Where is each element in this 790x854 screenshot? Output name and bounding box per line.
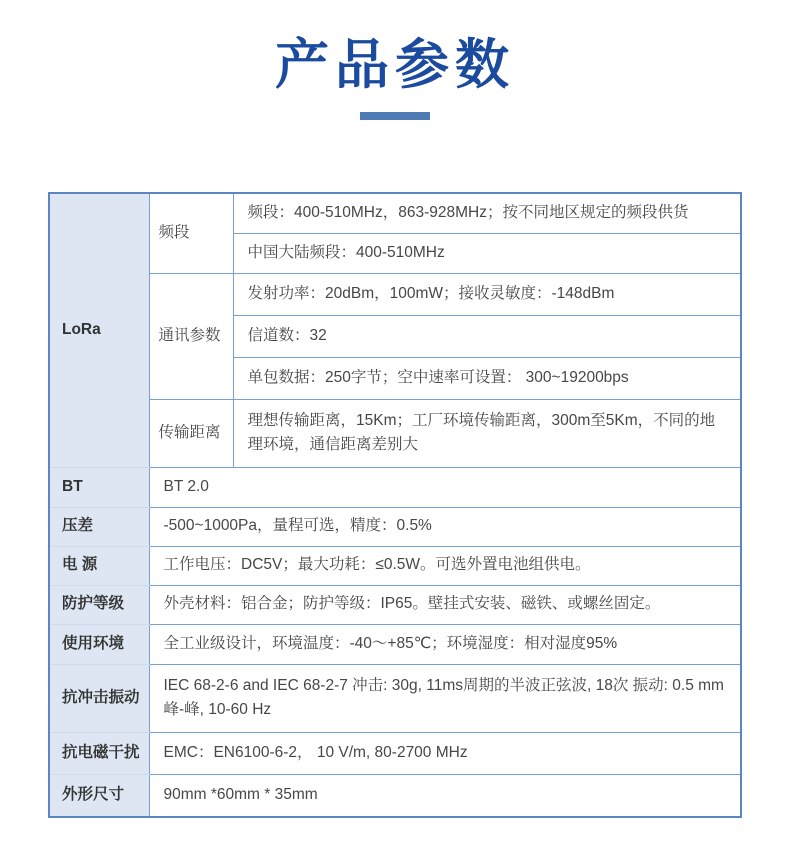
category-label-lora: LoRa xyxy=(49,193,149,467)
spec-value-pressure: -500~1000Pa，量程可选，精度：0.5% xyxy=(149,507,741,546)
table-row xyxy=(49,624,741,664)
category-label-environment: 使用环境 xyxy=(49,624,149,664)
category-label-power: 电 源 xyxy=(49,546,149,585)
spec-table xyxy=(48,192,742,818)
spec-value-power: 工作电压：DC5V；最大功耗：≤0.5W。可选外置电池组供电。 xyxy=(149,546,741,585)
spec-value-dimensions: 90mm *60mm * 35mm xyxy=(149,774,741,817)
spec-value-comm-3: 单包数据：250字节；空中速率可设置： 300~19200bps xyxy=(233,357,741,399)
category-label-dimensions: 外形尺寸 xyxy=(49,774,149,817)
table-row xyxy=(49,507,741,546)
table-row xyxy=(49,774,741,817)
table-row xyxy=(49,664,741,732)
table-row xyxy=(49,399,741,467)
category-label-bt: BT xyxy=(49,467,149,507)
spec-value-band-2: 中国大陆频段：400-510MHz xyxy=(233,233,741,273)
spec-value-protection: 外壳材料：铝合金；防护等级：IP65。壁挂式安装、磁铁、或螺丝固定。 xyxy=(149,585,741,624)
spec-value-emc: EMC：EN6100-6-2， 10 V/m, 80-2700 MHz xyxy=(149,732,741,774)
subcategory-label-band: 频段 xyxy=(149,193,233,273)
subcategory-label-distance: 传输距离 xyxy=(149,399,233,467)
category-label-pressure: 压差 xyxy=(49,507,149,546)
table-row xyxy=(49,193,741,233)
table-row xyxy=(49,467,741,507)
table-row xyxy=(49,732,741,774)
category-label-shock-vibration: 抗冲击振动 xyxy=(49,664,149,732)
category-label-emc: 抗电磁干扰 xyxy=(49,732,149,774)
table-row xyxy=(49,585,741,624)
subcategory-label-comm: 通讯参数 xyxy=(149,273,233,399)
spec-value-distance: 理想传输距离，15Km；工厂环境传输距离，300m至5Km，不同的地理环境，通信距离差别大 xyxy=(233,399,741,467)
spec-value-band-1: 频段：400-510MHz，863-928MHz；按不同地区规定的频段供货 xyxy=(233,193,741,233)
table-row xyxy=(49,273,741,315)
spec-value-shock-vibration: IEC 68-2-6 and IEC 68-2-7 冲击: 30g, 11ms周期的半波正弦波, 18次 振动: 0.5 mm 峰-峰, 10-60 Hz xyxy=(149,664,741,732)
spec-value-comm-2: 信道数：32 xyxy=(233,315,741,357)
page-title: 产品参数 xyxy=(275,35,515,95)
spec-value-comm-1: 发射功率：20dBm，100mW；接收灵敏度：-148dBm xyxy=(233,273,741,315)
category-label-protection: 防护等级 xyxy=(49,585,149,624)
spec-value-environment: 全工业级设计，环境温度：-40～+85℃；环境湿度：相对湿度95% xyxy=(149,624,741,664)
title-underline-bar xyxy=(360,112,430,120)
spec-value-bt: BT 2.0 xyxy=(149,467,741,507)
table-row xyxy=(49,546,741,585)
